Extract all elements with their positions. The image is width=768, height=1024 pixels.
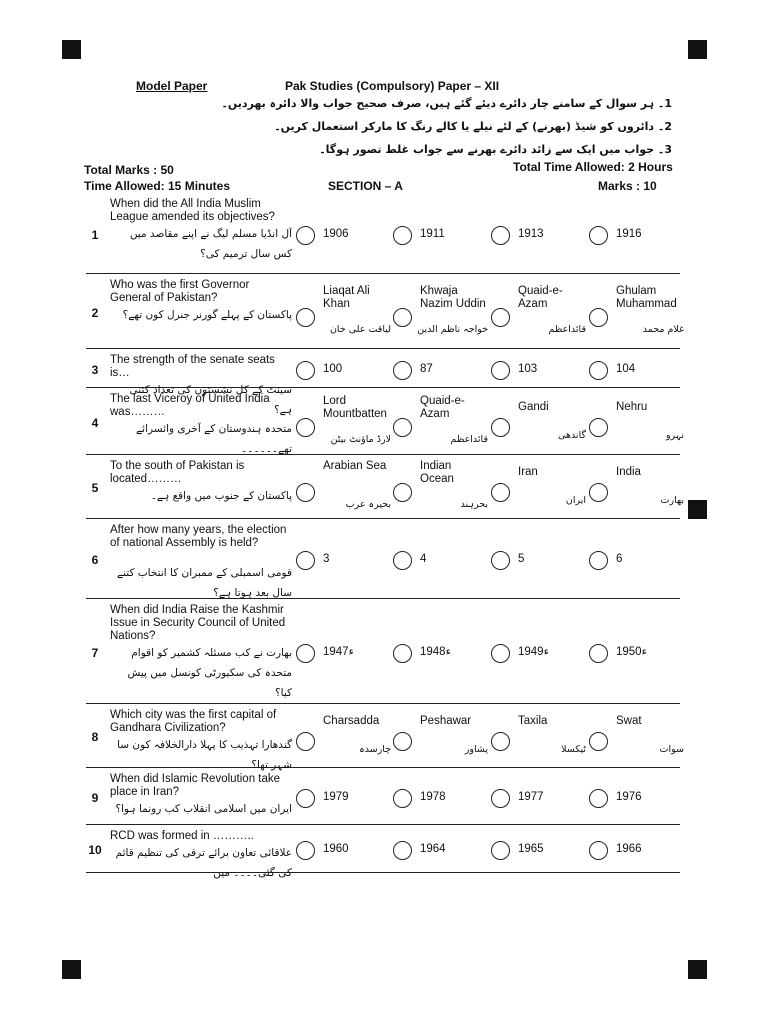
option-label: 1978 [420,790,446,803]
answer-option[interactable] [589,195,685,274]
question-text-urdu: سینٹ کے کل نشستوں کی تعداد کتنی ہے؟ [129,384,292,416]
answer-option[interactable] [589,521,685,599]
option-label-urdu: نہرو [665,429,684,441]
question-row [86,706,684,771]
total-time: Total Time Allowed: 2 Hours [513,160,673,174]
section-title: SECTION – A [328,179,403,193]
option-label-urdu: خواجہ ناظم الدین [417,323,488,335]
option-label-urdu: گاندھی [558,429,586,441]
answer-option[interactable] [393,521,489,599]
answer-option[interactable] [296,521,392,599]
answer-option[interactable] [296,457,392,519]
option-label-urdu: لارڈ ماؤنٹ بیٹن [330,433,391,445]
answer-option[interactable] [296,195,392,274]
answer-option[interactable] [589,351,685,388]
option-label: Liaqat Ali Khan [323,284,370,310]
option-label: Quaid-e-Azam [518,284,563,310]
option-label: 1966 [616,843,642,855]
question-row [86,601,680,704]
registration-mark [62,960,81,979]
answer-option[interactable] [589,276,685,349]
answer-bubble[interactable] [296,361,315,380]
option-label: 4 [420,553,427,565]
total-marks: Total Marks : 50 [84,163,174,177]
question-number: 5 [91,481,99,495]
question-row [86,770,680,825]
question-text-urdu: پاکستان کے پہلے گورنر جنرل کون تھے؟ [122,309,292,321]
answer-option[interactable] [393,601,489,704]
answer-bubble[interactable] [393,644,412,663]
answer-option[interactable] [491,195,587,274]
instruction-3: 3۔ جواب میں ایک سے زائد دائرے بھرنے سے جواب غلط تصور ہوگا۔ [319,143,672,156]
option-label: 1906 [323,227,349,240]
option-label-urdu: بحرہند [460,499,488,510]
option-label: 100 [323,362,343,375]
answer-option[interactable] [589,827,685,873]
answer-bubble[interactable] [393,841,412,860]
option-label: 6 [616,553,623,565]
option-label: Khwaja Nazim Uddin [420,284,486,310]
option-label: Peshawar [420,715,472,727]
option-label: 1976 [616,790,642,803]
answer-bubble[interactable] [491,308,510,327]
option-label-urdu: غلام محمد [642,323,684,335]
question-text-english: Which city was the first capital of Gandhara Civilization? [110,709,277,734]
answer-bubble[interactable] [589,644,608,663]
question-text-english: To the south of Pakistan is located……… [110,460,245,485]
question-text-english: The last Viceroy of United India was……… [110,393,270,418]
question-number: 6 [91,553,99,567]
answer-bubble[interactable] [491,418,510,437]
question-text-english: The strength of the senate seats is… [110,354,275,379]
option-label: 1960 [323,843,349,855]
answer-bubble[interactable] [589,551,608,570]
answer-bubble[interactable] [589,789,608,808]
answer-bubble[interactable] [589,308,608,327]
answer-bubble[interactable] [491,644,510,663]
option-label: Swat [616,715,642,727]
answer-bubble[interactable] [589,732,608,751]
answer-option[interactable] [491,351,587,388]
answer-bubble[interactable] [296,644,315,663]
question-number: 7 [91,645,99,660]
answer-option[interactable] [491,827,587,873]
answer-option[interactable] [393,457,489,519]
question-text-english: Who was the first Governor General of Pakistan? [110,279,250,304]
option-label-urdu: بھارت [660,495,684,506]
option-label-urdu: قائداعظم [548,323,586,335]
answer-bubble[interactable] [491,361,510,380]
option-label: 1965 [518,843,544,855]
option-label: 1949ء [518,645,550,658]
question-number: 3 [91,362,99,377]
answer-option[interactable] [296,706,392,768]
option-label: Ghulam Muhammad [616,284,677,310]
answer-option[interactable] [393,276,489,349]
question-text-english: When did the All India Muslim League amended its objectives? [110,198,275,223]
question-row [86,276,684,349]
answer-bubble[interactable] [393,483,412,502]
question-text-english: After how many years, the election of national Assembly is held? [110,524,287,549]
option-label: Iran [518,466,538,478]
answer-option[interactable] [296,601,392,704]
option-label: Lord Mountbatten [323,394,387,420]
answer-option[interactable] [393,390,489,455]
answer-bubble[interactable] [296,551,315,570]
time-allowed: Time Allowed: 15 Minutes [84,179,231,193]
answer-bubble[interactable] [589,841,608,860]
registration-mark [688,40,707,59]
question-number: 10 [88,843,102,857]
question-text-english: When did India Raise the Kashmir Issue in Security Council of United Nations? [110,604,286,642]
instruction-2: 2۔ دائروں کو شیڈ (بھرنے) کے لئے نیلے یا کالے رنگ کا مارکر استعمال کریں۔ [274,120,672,133]
question-row [86,457,684,519]
answer-bubble[interactable] [296,483,315,502]
answer-option[interactable] [296,827,392,873]
paper-title: Pak Studies (Compulsory) Paper – XII [285,79,500,93]
answer-bubble[interactable] [393,361,412,380]
instruction-1: 1۔ ہر سوال کے سامنے چار دائرے دیئے گئے ہیں، صرف صحیح جواب والا دائرہ بھردیں۔ [221,97,672,110]
question-text-urdu: آل انڈیا مسلم لیگ نے اپنے مقاصد میں کس سال ترمیم کی؟ [129,228,292,260]
option-label: 1964 [420,843,446,855]
answer-bubble[interactable] [393,789,412,808]
registration-mark [688,960,707,979]
answer-bubble[interactable] [491,551,510,570]
answer-option[interactable] [589,457,685,519]
answer-option[interactable] [589,601,685,704]
answer-bubble[interactable] [491,483,510,502]
option-label: Indian Ocean [420,460,454,485]
question-number: 4 [91,415,99,430]
option-label-urdu: ایران [565,495,586,506]
option-label: 1948ء [420,645,452,658]
option-label-urdu: چارسدہ [359,744,391,755]
answer-option[interactable] [589,770,685,825]
option-label-urdu: ٹیکسلا [561,744,586,755]
answer-bubble[interactable] [491,841,510,860]
section-marks: Marks : 10 [598,179,657,193]
answer-option[interactable] [393,706,489,768]
answer-option[interactable] [393,351,489,388]
answer-bubble[interactable] [491,226,510,245]
registration-mark [688,500,707,519]
answer-bubble[interactable] [296,732,315,751]
answer-option[interactable] [491,706,587,768]
question-row [86,521,680,599]
answer-bubble[interactable] [296,789,315,808]
option-label: 103 [518,362,538,375]
answer-option[interactable] [296,390,392,455]
question-row [86,195,680,274]
answer-option[interactable] [393,195,489,274]
question-row [86,390,684,455]
option-label: 5 [518,553,525,565]
option-label: Taxila [518,715,548,727]
option-label: 3 [323,553,330,565]
answer-option[interactable] [491,601,587,704]
answer-bubble[interactable] [296,418,315,437]
option-label: Nehru [616,400,648,413]
answer-bubble[interactable] [491,732,510,751]
question-text-english: RCD was formed in ……….. [110,830,254,842]
answer-bubble[interactable] [393,418,412,437]
answer-option[interactable] [491,521,587,599]
question-text-urdu: ایران میں اسلامی انقلاب کب رونما ہوا؟ [115,803,292,815]
option-label: 1911 [420,227,445,240]
answer-option[interactable] [589,390,685,455]
option-label-urdu: سوات [659,744,684,755]
answer-option[interactable] [491,390,587,455]
question-number: 9 [91,790,99,805]
option-label: 1916 [616,227,642,240]
answer-bubble[interactable] [589,361,608,380]
option-label: India [616,466,641,478]
answer-bubble[interactable] [296,841,315,860]
question-text-urdu: علاقائی تعاون برائے ترقی کی تنظیم قائم کی گئی۔۔۔۔ میں [115,847,292,879]
question-text-urdu: قومی اسمبلی کے ممبران کا انتخاب کتنے سال بعد ہوتا ہے؟ [116,567,292,599]
option-label: 1977 [518,790,544,803]
question-text-urdu: بھارت نے کب مسئلہ کشمیر کو اقوام متحدہ کی سکیورٹی کونسل میں پیش کیا؟ [127,647,292,699]
registration-mark [62,40,81,59]
option-label: 104 [616,362,636,375]
option-label: Gandi [518,400,549,413]
option-label: 1947ء [323,645,355,658]
answer-bubble[interactable] [589,483,608,502]
answer-option[interactable] [589,706,685,768]
answer-option[interactable] [491,276,587,349]
answer-option[interactable] [296,351,392,388]
model-paper-label: Model Paper [136,79,208,93]
answer-bubble[interactable] [393,308,412,327]
answer-bubble[interactable] [296,226,315,245]
option-label-urdu: پشاور [464,744,488,755]
answer-option[interactable] [296,276,392,349]
answer-option[interactable] [296,770,392,825]
option-label: 1913 [518,227,544,240]
question-number: 1 [91,227,99,242]
question-text-urdu: متحدہ ہندوستان کے آخری وائسرائے تھے۔۔۔۔۔۔ [136,423,292,455]
option-label-urdu: بحیرہ عرب [345,499,391,510]
option-label-urdu: قائداعظم [450,433,488,445]
question-number: 8 [91,730,99,744]
question-text-english: When did Islamic Revolution take place in Iran? [110,773,281,798]
option-label-urdu: لیاقت علی خان [329,323,391,335]
option-label: 1979 [323,790,349,803]
option-label: 1950ء [616,645,648,658]
answer-bubble[interactable] [393,732,412,751]
option-label: Arabian Sea [323,460,387,472]
answer-bubble[interactable] [296,308,315,327]
option-label: Charsadda [323,715,380,727]
answer-bubble[interactable] [393,551,412,570]
answer-option[interactable] [491,770,587,825]
question-text-urdu: پاکستان کے جنوب میں واقع ہے۔ [150,490,292,502]
question-number: 2 [91,305,99,320]
answer-option[interactable] [491,457,587,519]
question-text-urdu: گندھارا تہذیب کا پہلا دارالخلافہ کون سا شہر تھا؟ [117,739,292,771]
answer-bubble[interactable] [589,418,608,437]
answer-bubble[interactable] [393,226,412,245]
answer-bubble[interactable] [491,789,510,808]
answer-bubble[interactable] [589,226,608,245]
answer-option[interactable] [393,827,489,873]
option-label: 87 [420,362,433,375]
option-label: Quaid-e-Azam [420,394,465,420]
answer-option[interactable] [393,770,489,825]
question-row [86,827,680,879]
